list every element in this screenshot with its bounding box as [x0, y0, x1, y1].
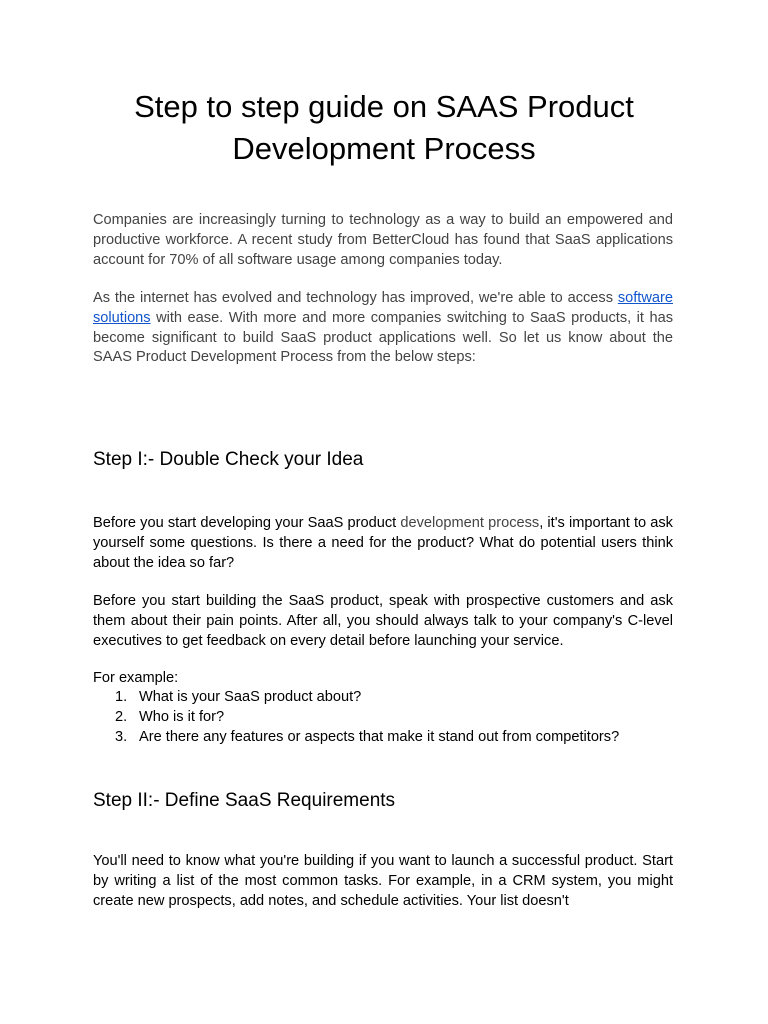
step1-heading: Step I:- Double Check your Idea	[93, 449, 364, 470]
document-title: Step to step guide on SAAS Product Development Process	[134, 89, 634, 166]
list-item-number: 2.	[115, 708, 128, 725]
development-process-phrase: development process	[400, 515, 540, 531]
example-list	[93, 688, 673, 747]
intro-paragraph-2	[93, 289, 673, 368]
step1-paragraph-1-text-b: , it's important to ask yourself some questions. Is there a need for the product? What do potential users think about the idea so far?	[93, 515, 673, 571]
step1-paragraph-2-text: Before you start building the SaaS product, speak with prospective customers and ask them about their pain points. After all, you should always talk to your company's C-level executives to get feedback on every detail before launching your service.	[93, 593, 673, 649]
step2-heading: Step II:- Define SaaS Requirements	[93, 790, 396, 811]
step2-paragraph-1-text: You'll need to know what you're building if you want to launch a successful product. Start by writing a list of the most common tasks. For example, in a CRM system, you might create new prospects, add notes, and schedule activities. Your list doesn't	[93, 853, 673, 909]
intro-paragraph-2-text-b: with ease. With more and more companies switching to SaaS products, it has become significant to build SaaS product applications well. So let us know about the SAAS Product Development Process from the below steps:	[93, 309, 673, 366]
step1-paragraph-2	[93, 592, 673, 651]
list-item-text: Who is it for?	[139, 708, 225, 725]
intro-paragraph-1-text: Companies are increasingly turning to technology as a way to build an empowered and productive workforce. A recent study from BetterCloud has found that SaaS applications account for 70% of all software usage among companies today.	[93, 212, 673, 268]
list-item-number: 3.	[115, 728, 128, 745]
intro-paragraph-2-text-a: As the internet has evolved and technology has improved, we're able to access	[93, 290, 618, 306]
step1-paragraph-1-text-a: Before you start developing your SaaS product	[93, 515, 401, 531]
list-item	[93, 728, 673, 748]
step2-paragraph-1	[93, 852, 673, 911]
example-label: For example:	[93, 670, 179, 686]
list-item	[93, 688, 673, 708]
list-item-number: 1.	[115, 689, 128, 705]
software-solutions-link[interactable]: software solutions	[93, 290, 673, 326]
intro-paragraph-1	[93, 211, 673, 270]
list-item-text: What is your SaaS product about?	[139, 689, 362, 705]
list-item	[93, 708, 673, 728]
list-item-text: Are there any features or aspects that make it stand out from competitors?	[139, 728, 620, 745]
step1-paragraph-1	[93, 514, 673, 573]
